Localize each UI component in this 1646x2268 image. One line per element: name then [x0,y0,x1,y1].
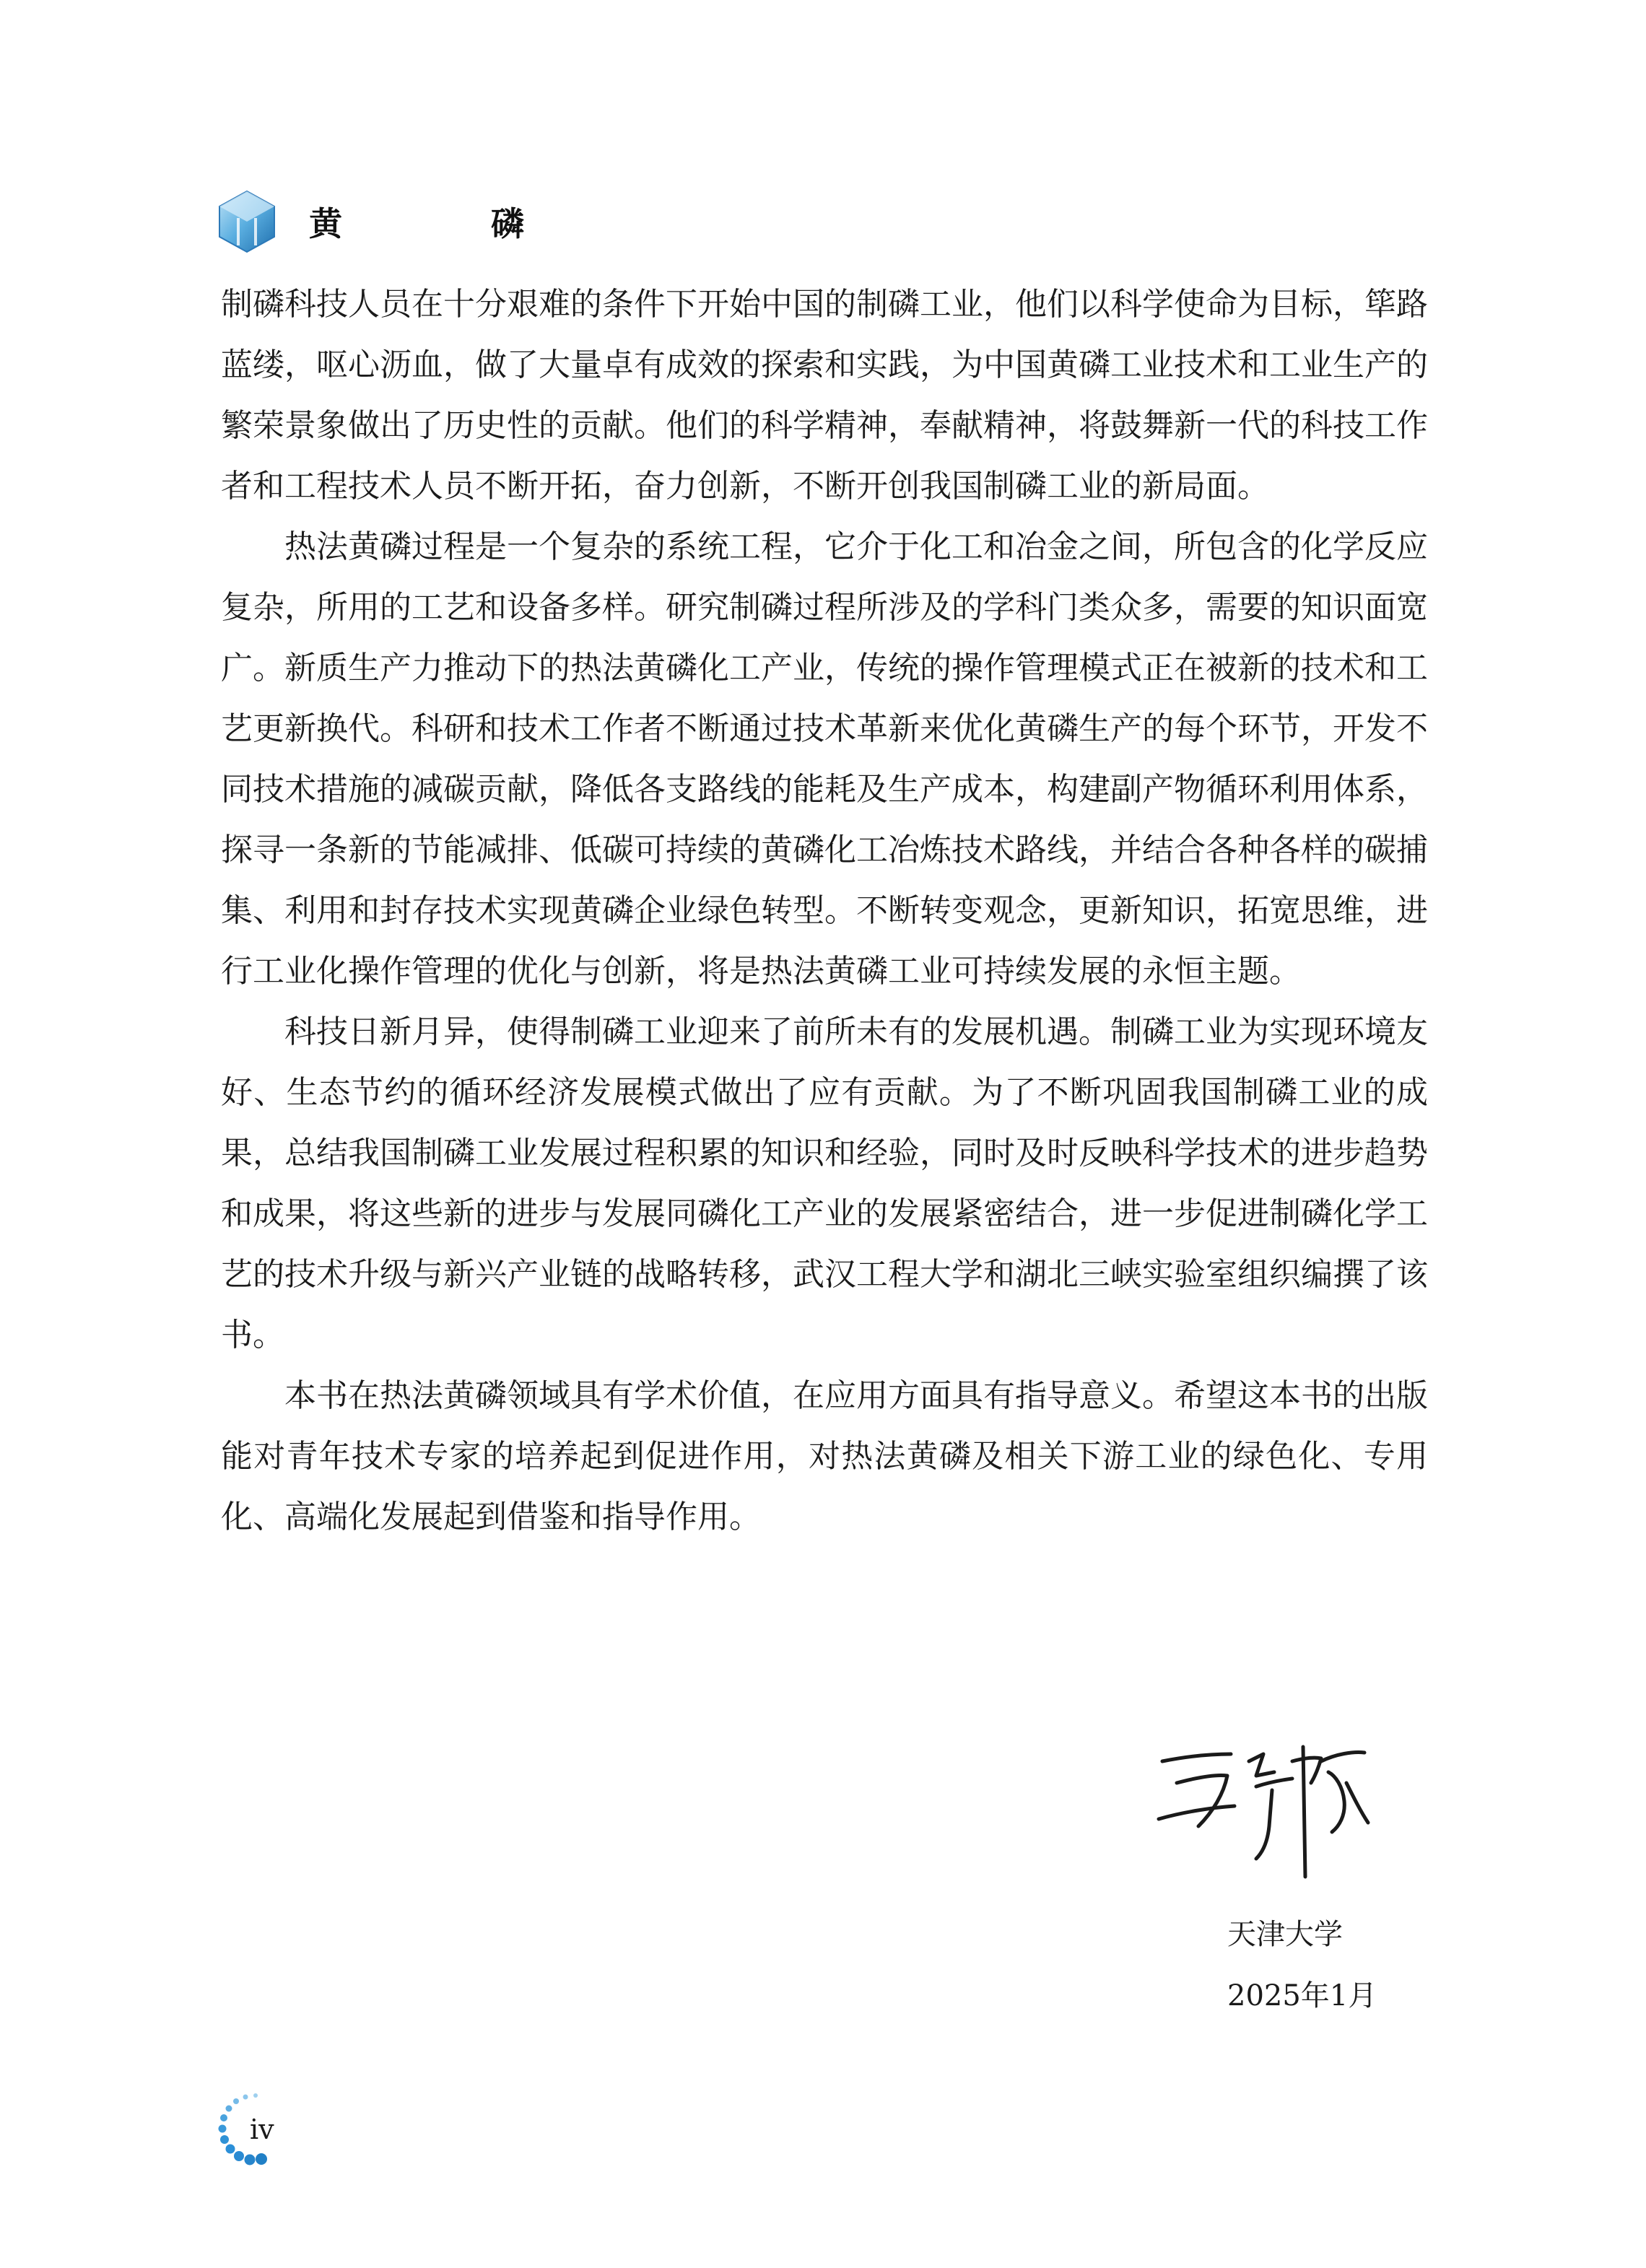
author-affiliation: 天津大学 [1227,1918,1343,1951]
chapter-title: 黄 磷 [309,204,582,243]
preface-body [221,274,1428,1548]
paragraph: 本书在热法黄磷领域具有学术价值，在应用方面具有指导意义。希望这本书的出版能对青年技术专家的培养起到促进作用，对热法黄磷及相关下游工业的绿色化、专用化、高端化发展起到借鉴和指导作用。 [221,1377,1428,1535]
hexagon-prism-icon [217,189,277,254]
handwritten-signature [1148,1732,1379,1891]
page-footer [217,2090,303,2169]
preface-date: 2025年1月 [1227,1979,1377,2012]
paragraph: 热法黄磷过程是一个复杂的系统工程，它介于化工和冶金之间，所包含的化学反应复杂，所用的工艺和设备多样。研究制磷过程所涉及的学科门类众多，需要的知识面宽广。新质生产力推动下的热法黄磷化工产业，传统的操作管理模式正在被新的技术和工艺更新换代。科研和技术工作者不断通过技术革新来优化黄磷生产的每个环节，开发不同技术措施的减碳贡献，降低各支路线的能耗及生产成本，构建副产物循环利用体系，探寻一条新的节能减排、低碳可持续的黄磷化工冶炼技术路线，并结合各种各样的碳捕集、利用和封存技术实现黄磷企业绿色转型。不断转变观念，更新知识，拓宽思维，进行工业化操作管理的优化与创新，将是热法黄磷工业可持续发展的永恒主题。 [221,528,1428,990]
page-number: iv [250,2114,274,2145]
paragraph: 科技日新月异，使得制磷工业迎来了前所未有的发展机遇。制磷工业为实现环境友好、生态节约的循环经济发展模式做出了应有贡献。为了不断巩固我国制磷工业的成果，总结我国制磷工业发展过程积累的知识和经验，同时及时反映科学技术的进步趋势和成果，将这些新的进步与发展同磷化工产业的发展紧密结合，进一步促进制磷化学工艺的技术升级与新兴产业链的战略转移，武汉工程大学和湖北三峡实验室组织编撰了该书。 [221,1013,1428,1353]
page-header [217,189,582,254]
paragraph: 制磷科技人员在十分艰难的条件下开始中国的制磷工业，他们以科学使命为目标，筚路蓝缕，呕心沥血，做了大量卓有成效的探索和实践，为中国黄磷工业技术和工业生产的繁荣景象做出了历史性的贡献。他们的科学精神，奉献精神，将鼓舞新一代的科技工作者和工程技术人员不断开拓，奋力创新，不断开创我国制磷工业的新局面。 [221,286,1428,505]
